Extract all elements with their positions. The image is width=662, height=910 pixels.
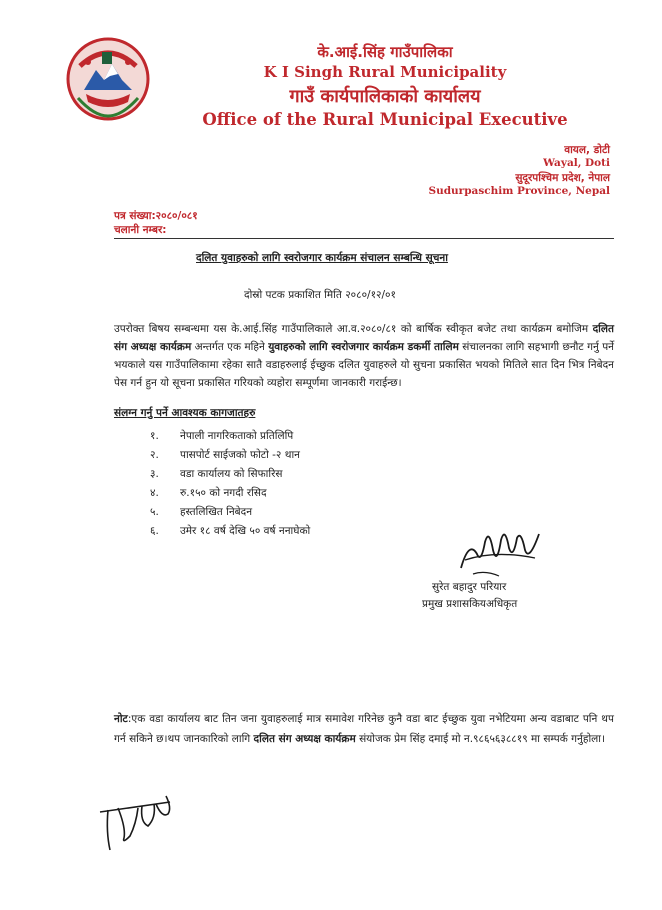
list-item bbox=[150, 448, 300, 462]
municipality-name-nepali: के.आई.सिंह गाउँपालिका bbox=[317, 43, 453, 61]
body-bold-1: दलित संग अध्यक्ष कार्यक्रम bbox=[114, 323, 614, 353]
body-text-3: संचालनका लागि सहभागी छनौट गर्नु पर्ने भयकाले यस गाउँपालिकामा रहेका सातै वडाहरुलाई ईच्छुक दलित युवाहरुले यो सुचना प्रकासित भयको मितिले सात दिन भित्र निबेदन पेस गर्न हुन यो सूचना प्रकासित गरियको व्यहोरा सम्पूर्णमा जानकारी गराईन्छ। bbox=[114, 341, 614, 389]
note-label: नोट bbox=[114, 713, 128, 725]
note-text-1: :एक वडा कार्यालय बाट तिन जना युवाहरुलाई मात्र समावेश गरिनेछ कुनै वडा बाट ईच्छुक युवा नभेटियमा अन्य वडाबाट पनि थप गर्न सकिने छ।थप जानकारिको लागि bbox=[114, 713, 614, 745]
municipality-name-english: K I Singh Rural Municipality bbox=[263, 63, 507, 81]
nepal-emblem-icon bbox=[64, 36, 152, 122]
list-item-number: ५. bbox=[150, 506, 159, 518]
list-item bbox=[150, 524, 310, 538]
signatory-name: सुरेत बहादुर परियार bbox=[432, 581, 507, 593]
notice-body bbox=[114, 320, 614, 392]
list-item-text: वडा कार्यालय को सिफारिस bbox=[180, 468, 283, 480]
handwritten-signature bbox=[96, 788, 176, 858]
body-text-1: उपरोक्त बिषय सम्बन्धमा यस के.आई.सिंह गाउँपालिकाले आ.व.२०८०/८१ को बार्षिक स्वीकृत बजेट तथा कार्यक्रम बमोजिम bbox=[114, 323, 593, 335]
address-english: Wayal, Doti bbox=[543, 157, 610, 169]
list-item-number: १. bbox=[150, 430, 159, 442]
list-item-text: नेपाली नागरिकताको प्रतिलिपि bbox=[180, 430, 294, 442]
province-english: Sudurpaschim Province, Nepal bbox=[428, 185, 610, 197]
address-nepali: वायल, डोटी bbox=[564, 144, 610, 156]
officer-signature bbox=[455, 520, 545, 580]
list-item bbox=[150, 467, 283, 481]
list-item-number: ३. bbox=[150, 468, 159, 480]
header-divider bbox=[114, 238, 614, 239]
list-item-text: उमेर १८ वर्ष देखि ५० वर्ष ननाघेको bbox=[180, 525, 311, 537]
publish-date: दोस्रो पटक प्रकाशित मिति २०८०/१२/०१ bbox=[244, 289, 396, 301]
list-item-number: ६. bbox=[150, 525, 159, 537]
body-bold-2: युवाहरुको लागि स्वरोजगार कार्यक्रम डकर्मी तालिम bbox=[268, 341, 459, 353]
list-item bbox=[150, 429, 293, 443]
list-item-number: ४. bbox=[150, 487, 159, 499]
body-text-2: अन्तर्गत एक महिने bbox=[191, 341, 269, 353]
signatory-title: प्रमुख प्रशासकियअधिकृत bbox=[422, 598, 518, 610]
letter-number: पत्र संख्या:२०८०/०८१ bbox=[114, 210, 198, 222]
list-item-text: रु.१५० को नगदी रसिद bbox=[180, 487, 267, 499]
note-text-2: संयोजक प्रेम सिंह दमाई मो न.९८६५६३८८१९ मा सम्पर्क गर्नुहोला। bbox=[355, 733, 606, 745]
notice-subject: दलित युवाहरुको लागि स्वरोजगार कार्यक्रम संचालन सम्बन्धि सूचना bbox=[196, 252, 448, 264]
list-item-text: पासपोर्ट साईजको फोटो -२ थान bbox=[180, 449, 300, 461]
list-item-text: हस्तलिखित निबेदन bbox=[180, 506, 253, 518]
list-item bbox=[150, 486, 267, 500]
office-name-nepali: गाउँ कार्यपालिकाको कार्यालय bbox=[289, 86, 481, 107]
office-name-english: Office of the Rural Municipal Executive bbox=[202, 110, 568, 129]
list-item bbox=[150, 505, 252, 519]
dispatch-number: चलानी नम्बर: bbox=[114, 224, 167, 236]
list-item-number: २. bbox=[150, 449, 159, 461]
note-bold: दलित संग अध्यक्ष कार्यक्रम bbox=[253, 733, 356, 745]
note-paragraph bbox=[114, 709, 614, 749]
province-nepali: सुदूरपश्चिम प्रदेश, नेपाल bbox=[515, 172, 610, 184]
documents-heading: संलग्न गर्नु पर्ने आवश्यक कागजातहरु bbox=[114, 407, 256, 419]
